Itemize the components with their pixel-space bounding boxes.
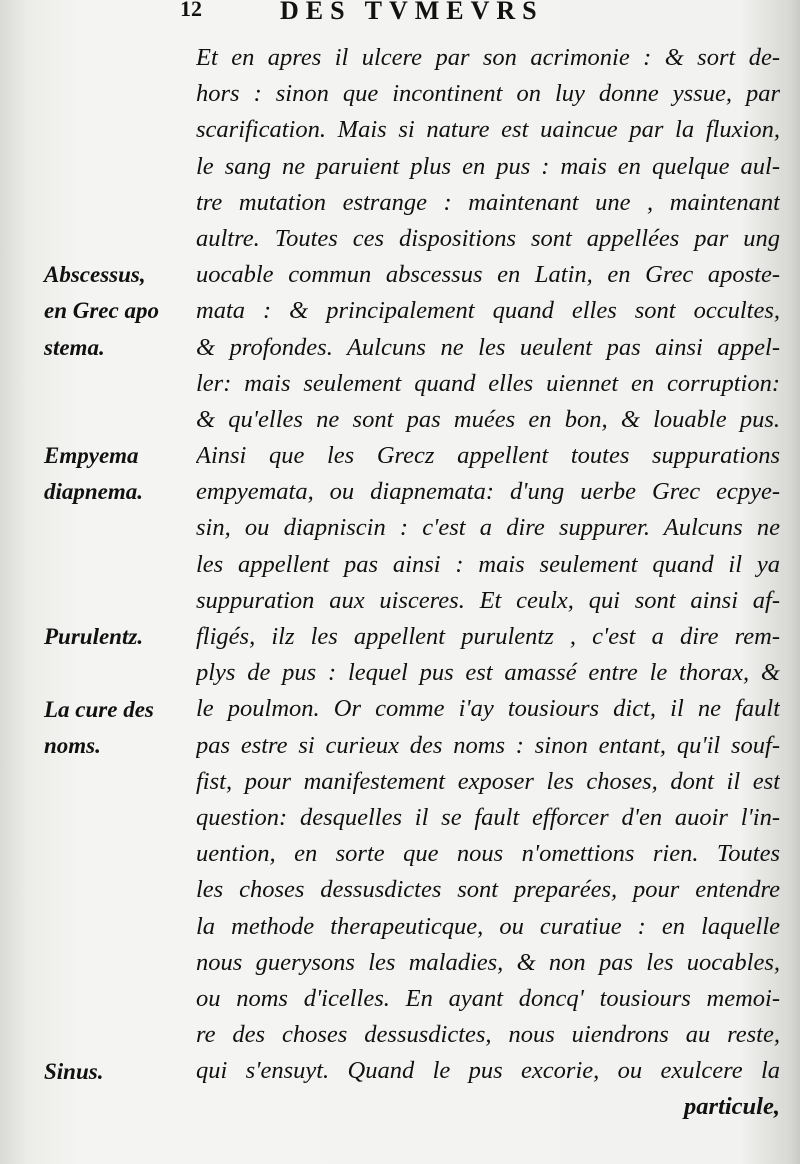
text-line: uention, en sorte que nous n'omettions rien. Toutes [196, 840, 780, 868]
text-line: particule, [684, 1093, 780, 1121]
text-line: pas estre si curieux des noms : sinon entant, qu'il souf- [196, 731, 780, 759]
text-line: scarification. Mais si nature est uaincue par la fluxion, [196, 116, 780, 144]
text-line: le poulmon. Or comme i'ay tousiours dict, il ne fault [196, 695, 780, 723]
text-line: Ainsi que les Grecz appellent toutes suppurations [196, 442, 780, 470]
text-line: empyemata, ou diapnemata: d'ung uerbe Grec ecpye- [196, 478, 780, 506]
text-line: qui s'ensuyt. Quand le pus excorie, ou exulcere la [196, 1057, 780, 1085]
margin-note: noms. [44, 732, 101, 758]
margin-note: Purulentz. [44, 624, 144, 650]
margin-note: Abscessus, [44, 262, 146, 288]
main-text-column [196, 40, 780, 1126]
text-line: la methode therapeuticque, ou curatiue : en laquelle [196, 912, 780, 940]
text-line: ler: mais seulement quand elles uiennet en corruption: [196, 369, 780, 397]
text-line: plys de pus : lequel pus est amassé entre le thorax, & [196, 659, 780, 687]
margin-note: Sinus. [44, 1058, 104, 1084]
margin-note: La cure des [44, 696, 154, 722]
text-line: aultre. Toutes ces dispositions sont appellées par ung [196, 224, 780, 252]
page-header [180, 0, 740, 28]
text-line: fligés, ilz les appellent purulentz , c'est a dire rem- [196, 623, 780, 650]
margin-note: diapnema. [44, 479, 144, 505]
margin-note: Empyema [44, 443, 139, 469]
text-line: & qu'elles ne sont pas muées en bon, & louable pus. [196, 405, 780, 433]
margin-note: en Grec apo [44, 298, 159, 324]
text-line: suppuration aux uisceres. Et ceulx, qui sont ainsi af- [196, 586, 780, 614]
text-line: uocable commun abscessus en Latin, en Grec aposte- [196, 261, 780, 289]
text-line: sin, ou diapniscin : c'est a dire suppurer. Aulcuns ne [196, 514, 780, 542]
text-line: ou noms d'icelles. En ayant doncq' tousiours memoi- [196, 984, 780, 1012]
text-line: question: desquelles il se fault efforcer d'en auoir l'in- [196, 803, 780, 831]
text-line: re des choses dessusdictes, nous uiendrons au reste, [196, 1021, 780, 1049]
margin-note: stema. [44, 334, 105, 360]
text-line: fist, pour manifestement exposer les choses, dont il est [196, 767, 780, 795]
text-line: Et en apres il ulcere par son acrimonie : & sort de- [196, 44, 780, 71]
text-line: nous guerysons les maladies, & non pas les uocables, [196, 948, 780, 976]
page-number: 12 [180, 0, 202, 21]
text-line: & profondes. Aulcuns ne les ueulent pas ainsi appel- [196, 333, 780, 361]
text-line: le sang ne paruient plus en pus : mais en quelque aul- [196, 152, 780, 180]
text-line: tre mutation estrange : maintenant une , maintenant [196, 188, 780, 216]
text-line: les appellent pas ainsi : mais seulement quand il ya [196, 550, 780, 578]
text-line: mata : & principalement quand elles sont occultes, [196, 297, 780, 325]
running-title: DES TVMEVRS [280, 0, 544, 25]
text-line: hors : sinon que incontinent on luy donne yssue, par [196, 80, 780, 108]
text-line: les choses dessusdictes sont preparées, pour entendre [196, 876, 780, 904]
